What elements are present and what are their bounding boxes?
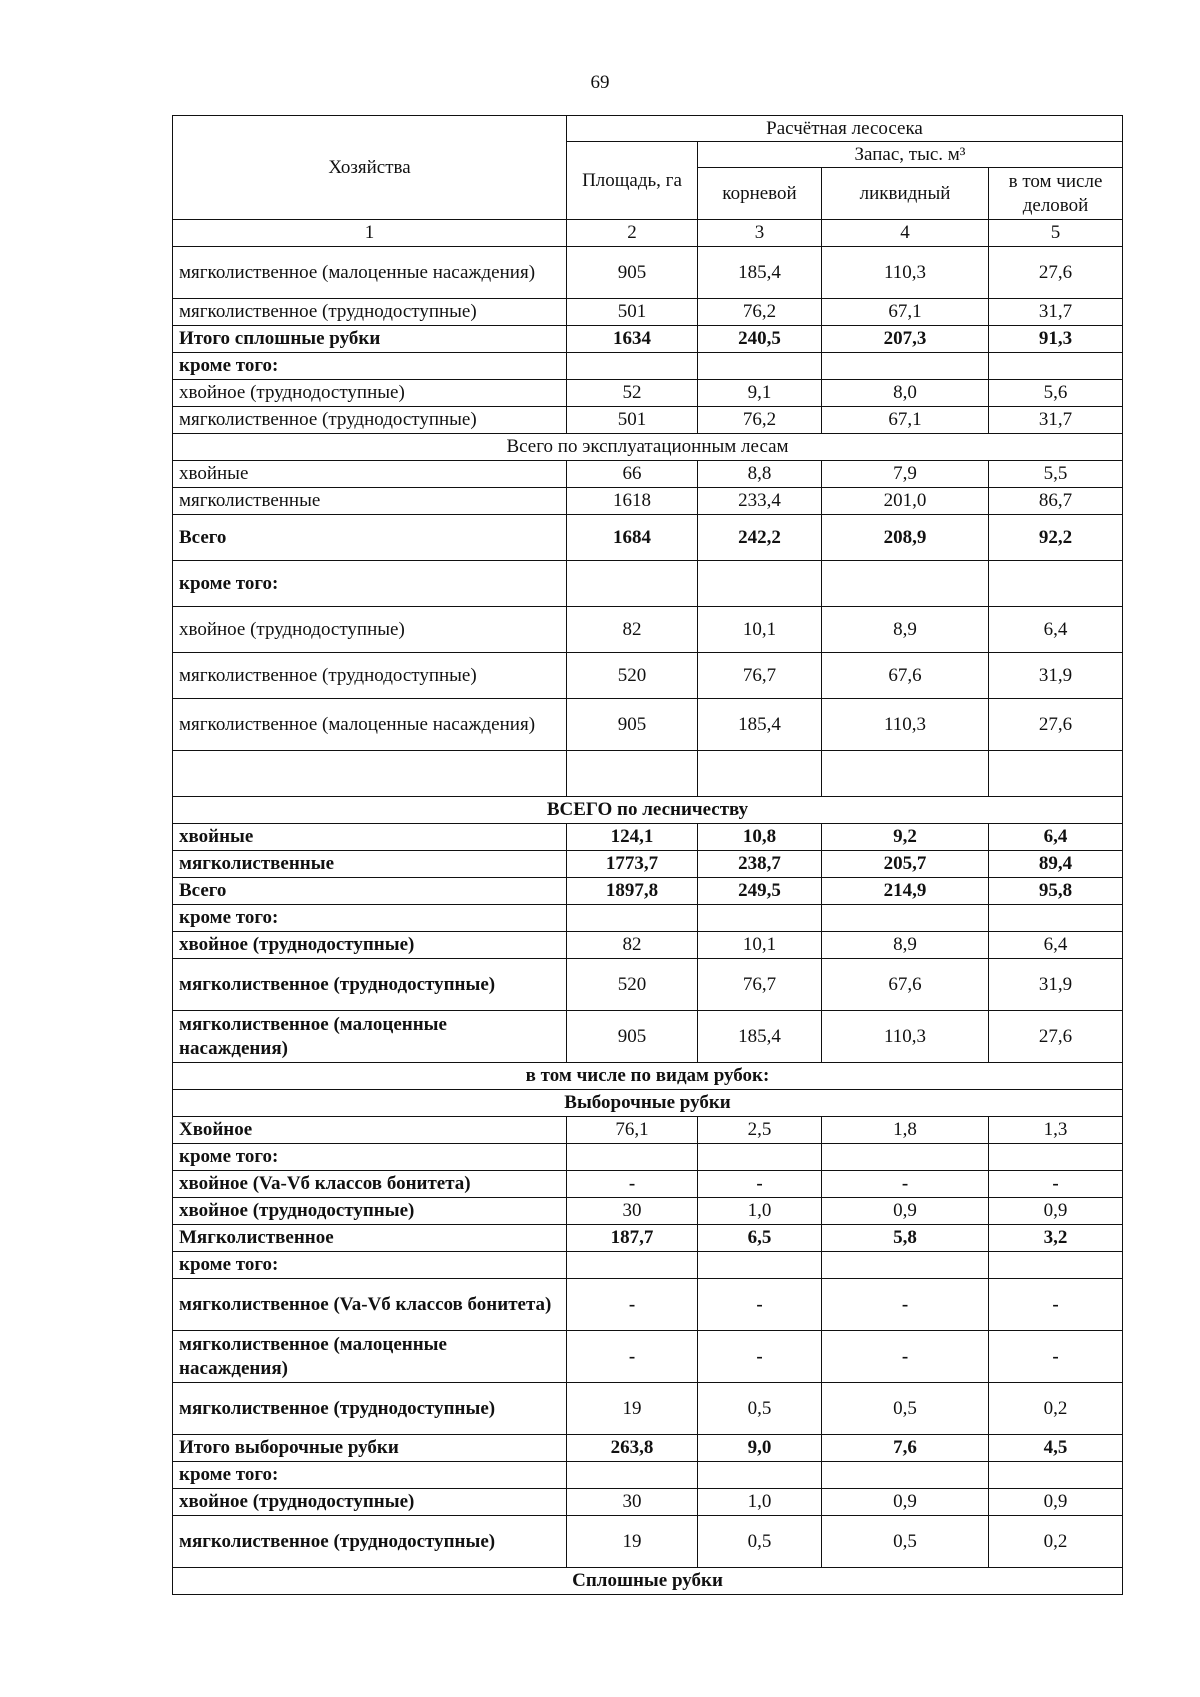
cell-area: 187,7	[567, 1225, 698, 1252]
cell-name: мягколиственное (малоценные насаждения)	[173, 1331, 567, 1383]
table-row	[173, 1435, 1123, 1462]
cell-name: кроме того:	[173, 561, 567, 607]
table-row	[173, 353, 1123, 380]
cell-root: 233,4	[698, 488, 822, 515]
section-row	[173, 1568, 1123, 1595]
cell-root	[698, 751, 822, 797]
cell-root	[698, 1462, 822, 1489]
cell-root: 1,0	[698, 1489, 822, 1516]
cell-name: мягколиственное (труднодоступные)	[173, 959, 567, 1011]
cell-liquid	[822, 1144, 989, 1171]
cell-area: 82	[567, 607, 698, 653]
cell-area: 1684	[567, 515, 698, 561]
table-row	[173, 1011, 1123, 1063]
cell-area: 30	[567, 1489, 698, 1516]
table-row	[173, 1198, 1123, 1225]
cell-root: 10,8	[698, 824, 822, 851]
cell-liquid	[822, 1252, 989, 1279]
cell-name: Хвойное	[173, 1117, 567, 1144]
cell-area: 501	[567, 407, 698, 434]
header-liquid: ликвидный	[822, 168, 989, 220]
cell-name: мягколиственное (малоценные насаждения)	[173, 699, 567, 751]
cell-name: Мягколиственное	[173, 1225, 567, 1252]
cell-name	[173, 751, 567, 797]
cell-business: 6,4	[989, 932, 1123, 959]
cell-name: кроме того:	[173, 905, 567, 932]
cell-name: хвойное (труднодоступные)	[173, 607, 567, 653]
cell-name: мягколиственные	[173, 851, 567, 878]
section-title: в том числе по видам рубок:	[173, 1063, 1123, 1090]
cell-root: 6,5	[698, 1225, 822, 1252]
cell-area: 1634	[567, 326, 698, 353]
cell-business: -	[989, 1171, 1123, 1198]
table-row	[173, 1331, 1123, 1383]
cell-name: мягколиственное (труднодоступные)	[173, 653, 567, 699]
cell-liquid: -	[822, 1331, 989, 1383]
table-row	[173, 326, 1123, 353]
cell-liquid: 67,1	[822, 299, 989, 326]
cell-liquid: 208,9	[822, 515, 989, 561]
cell-liquid: 0,5	[822, 1383, 989, 1435]
cell-business	[989, 1252, 1123, 1279]
cell-business: 4,5	[989, 1435, 1123, 1462]
cell-liquid	[822, 353, 989, 380]
cell-root	[698, 1252, 822, 1279]
cell-business: 91,3	[989, 326, 1123, 353]
cell-liquid: 207,3	[822, 326, 989, 353]
cell-name: кроме того:	[173, 1144, 567, 1171]
cell-root: 10,1	[698, 932, 822, 959]
cell-business: 5,5	[989, 461, 1123, 488]
section-row	[173, 1063, 1123, 1090]
forest-cutting-table	[172, 115, 1123, 1595]
cell-root: 9,0	[698, 1435, 822, 1462]
header-area: Площадь, га	[567, 142, 698, 220]
cell-business	[989, 1144, 1123, 1171]
header-root: корневой	[698, 168, 822, 220]
table-row	[173, 653, 1123, 699]
cell-liquid	[822, 1462, 989, 1489]
table-row	[173, 461, 1123, 488]
cell-business: 0,9	[989, 1198, 1123, 1225]
table-row	[173, 380, 1123, 407]
cell-liquid: 110,3	[822, 247, 989, 299]
cell-liquid	[822, 561, 989, 607]
cell-name: хвойное (труднодоступные)	[173, 932, 567, 959]
cell-root: 242,2	[698, 515, 822, 561]
cell-area: 905	[567, 247, 698, 299]
section-row	[173, 434, 1123, 461]
cell-liquid	[822, 905, 989, 932]
table-row	[173, 607, 1123, 653]
cell-name: мягколиственное (труднодоступные)	[173, 299, 567, 326]
table-row	[173, 1279, 1123, 1331]
cell-area: 19	[567, 1516, 698, 1568]
table-row	[173, 1171, 1123, 1198]
cell-root: -	[698, 1279, 822, 1331]
cell-area: 501	[567, 299, 698, 326]
table-row	[173, 1225, 1123, 1252]
table-row	[173, 247, 1123, 299]
cell-business: 5,6	[989, 380, 1123, 407]
cell-root: 1,0	[698, 1198, 822, 1225]
cell-liquid: 7,9	[822, 461, 989, 488]
cell-root: 2,5	[698, 1117, 822, 1144]
cell-name: мягколиственное (труднодоступные)	[173, 407, 567, 434]
cell-business: 89,4	[989, 851, 1123, 878]
col-number: 4	[822, 220, 989, 247]
section-row	[173, 797, 1123, 824]
section-title: Выборочные рубки	[173, 1090, 1123, 1117]
cell-root: -	[698, 1171, 822, 1198]
cell-root	[698, 1144, 822, 1171]
cell-root: 9,1	[698, 380, 822, 407]
cell-root: 238,7	[698, 851, 822, 878]
cell-business: -	[989, 1331, 1123, 1383]
table-row	[173, 932, 1123, 959]
cell-business: 27,6	[989, 1011, 1123, 1063]
section-row	[173, 1090, 1123, 1117]
table-row	[173, 299, 1123, 326]
col-number: 2	[567, 220, 698, 247]
cell-name: мягколиственное (труднодоступные)	[173, 1516, 567, 1568]
cell-liquid: 67,1	[822, 407, 989, 434]
cell-area	[567, 1252, 698, 1279]
table-row	[173, 1462, 1123, 1489]
cell-area: 76,1	[567, 1117, 698, 1144]
cell-liquid: 0,9	[822, 1198, 989, 1225]
cell-root: 240,5	[698, 326, 822, 353]
cell-business: 0,2	[989, 1383, 1123, 1435]
table-row	[173, 1489, 1123, 1516]
table-row	[173, 561, 1123, 607]
table-row	[173, 851, 1123, 878]
cell-area: 52	[567, 380, 698, 407]
cell-name: Всего	[173, 515, 567, 561]
table-row	[173, 959, 1123, 1011]
cell-liquid	[822, 751, 989, 797]
cell-business: 31,7	[989, 299, 1123, 326]
cell-name: кроме того:	[173, 1252, 567, 1279]
table-row	[173, 1144, 1123, 1171]
cell-liquid: 205,7	[822, 851, 989, 878]
cell-area	[567, 905, 698, 932]
cell-liquid: 0,5	[822, 1516, 989, 1568]
page-number: 69	[590, 72, 610, 93]
col-number: 3	[698, 220, 822, 247]
cell-root: 10,1	[698, 607, 822, 653]
cell-area: 905	[567, 699, 698, 751]
table-row	[173, 515, 1123, 561]
cell-root: 76,7	[698, 959, 822, 1011]
header-numbers-row	[173, 220, 1123, 247]
cell-root: 185,4	[698, 1011, 822, 1063]
cell-area: 520	[567, 653, 698, 699]
table-row	[173, 751, 1123, 797]
table-row	[173, 1252, 1123, 1279]
cell-name: хвойное (труднодоступные)	[173, 1489, 567, 1516]
table-row	[173, 878, 1123, 905]
cell-root: 249,5	[698, 878, 822, 905]
cell-business: 0,9	[989, 1489, 1123, 1516]
cell-root: 185,4	[698, 699, 822, 751]
cell-name: мягколиственное (малоценные насаждения)	[173, 1011, 567, 1063]
cell-liquid: 8,9	[822, 607, 989, 653]
cell-area: 1773,7	[567, 851, 698, 878]
cell-business	[989, 905, 1123, 932]
cell-name: Итого сплошные рубки	[173, 326, 567, 353]
cell-area: 19	[567, 1383, 698, 1435]
cell-business: 6,4	[989, 607, 1123, 653]
table-body	[173, 116, 1123, 1595]
cell-root: 76,2	[698, 299, 822, 326]
cell-business: 0,2	[989, 1516, 1123, 1568]
cell-business: -	[989, 1279, 1123, 1331]
cell-business	[989, 561, 1123, 607]
cell-liquid: 9,2	[822, 824, 989, 851]
col-number: 5	[989, 220, 1123, 247]
cell-name: хвойное (Va-Vб классов бонитета)	[173, 1171, 567, 1198]
cell-liquid: 5,8	[822, 1225, 989, 1252]
cell-root: 0,5	[698, 1516, 822, 1568]
cell-area: 263,8	[567, 1435, 698, 1462]
cell-root: 76,2	[698, 407, 822, 434]
cell-business	[989, 353, 1123, 380]
cell-business: 27,6	[989, 247, 1123, 299]
cell-area: 1618	[567, 488, 698, 515]
cell-name: хвойные	[173, 461, 567, 488]
cell-business: 27,6	[989, 699, 1123, 751]
header-farms: Хозяйства	[173, 116, 567, 220]
table-row	[173, 905, 1123, 932]
cell-business: 31,9	[989, 959, 1123, 1011]
cell-business: 86,7	[989, 488, 1123, 515]
cell-liquid: 201,0	[822, 488, 989, 515]
cell-area: 1897,8	[567, 878, 698, 905]
table-row	[173, 488, 1123, 515]
cell-area	[567, 1462, 698, 1489]
cell-business: 31,9	[989, 653, 1123, 699]
cell-name: хвойное (труднодоступные)	[173, 380, 567, 407]
cell-business: 6,4	[989, 824, 1123, 851]
cell-business: 3,2	[989, 1225, 1123, 1252]
cell-name: хвойные	[173, 824, 567, 851]
cell-liquid: 110,3	[822, 1011, 989, 1063]
cell-area	[567, 561, 698, 607]
cell-liquid: 110,3	[822, 699, 989, 751]
cell-liquid: 214,9	[822, 878, 989, 905]
cell-area	[567, 353, 698, 380]
table-row	[173, 1383, 1123, 1435]
cell-name: кроме того:	[173, 353, 567, 380]
cell-root: -	[698, 1331, 822, 1383]
cell-area	[567, 1144, 698, 1171]
table-row	[173, 1117, 1123, 1144]
cell-business	[989, 751, 1123, 797]
cell-business: 92,2	[989, 515, 1123, 561]
table-row	[173, 824, 1123, 851]
table-row	[173, 407, 1123, 434]
cell-liquid: 7,6	[822, 1435, 989, 1462]
cell-root: 76,7	[698, 653, 822, 699]
cell-area: -	[567, 1279, 698, 1331]
header-business: в том числе деловой	[989, 168, 1123, 220]
cell-name: мягколиственное (труднодоступные)	[173, 1383, 567, 1435]
cell-liquid: 8,0	[822, 380, 989, 407]
cell-liquid: 8,9	[822, 932, 989, 959]
cell-name: мягколиственное (Va-Vб классов бонитета)	[173, 1279, 567, 1331]
cell-business: 95,8	[989, 878, 1123, 905]
cell-business: 31,7	[989, 407, 1123, 434]
header-row-1	[173, 116, 1123, 142]
cell-liquid: 1,8	[822, 1117, 989, 1144]
table-row	[173, 1516, 1123, 1568]
cell-root	[698, 353, 822, 380]
cell-area: 124,1	[567, 824, 698, 851]
cell-area: 520	[567, 959, 698, 1011]
cell-root	[698, 561, 822, 607]
cell-name: хвойное (труднодоступные)	[173, 1198, 567, 1225]
cell-liquid: 67,6	[822, 959, 989, 1011]
section-title: Сплошные рубки	[173, 1568, 1123, 1595]
cell-name: кроме того:	[173, 1462, 567, 1489]
cell-area: -	[567, 1171, 698, 1198]
header-estimated-cutting: Расчётная лесосека	[567, 116, 1123, 142]
cell-business	[989, 1462, 1123, 1489]
cell-root: 185,4	[698, 247, 822, 299]
cell-liquid: 0,9	[822, 1489, 989, 1516]
cell-name: мягколиственное (малоценные насаждения)	[173, 247, 567, 299]
cell-liquid: -	[822, 1279, 989, 1331]
cell-root: 8,8	[698, 461, 822, 488]
cell-name: Итого выборочные рубки	[173, 1435, 567, 1462]
cell-name: мягколиственные	[173, 488, 567, 515]
table-row	[173, 699, 1123, 751]
cell-area: 66	[567, 461, 698, 488]
col-number: 1	[173, 220, 567, 247]
cell-liquid: 67,6	[822, 653, 989, 699]
section-title: ВСЕГО по лесничеству	[173, 797, 1123, 824]
cell-area	[567, 751, 698, 797]
cell-root: 0,5	[698, 1383, 822, 1435]
cell-area: 82	[567, 932, 698, 959]
cell-area: 30	[567, 1198, 698, 1225]
cell-root	[698, 905, 822, 932]
cell-liquid: -	[822, 1171, 989, 1198]
section-title: Всего по эксплуатационным лесам	[173, 434, 1123, 461]
cell-area: -	[567, 1331, 698, 1383]
cell-business: 1,3	[989, 1117, 1123, 1144]
cell-name: Всего	[173, 878, 567, 905]
cell-area: 905	[567, 1011, 698, 1063]
header-stock: Запас, тыс. м³	[698, 142, 1123, 168]
